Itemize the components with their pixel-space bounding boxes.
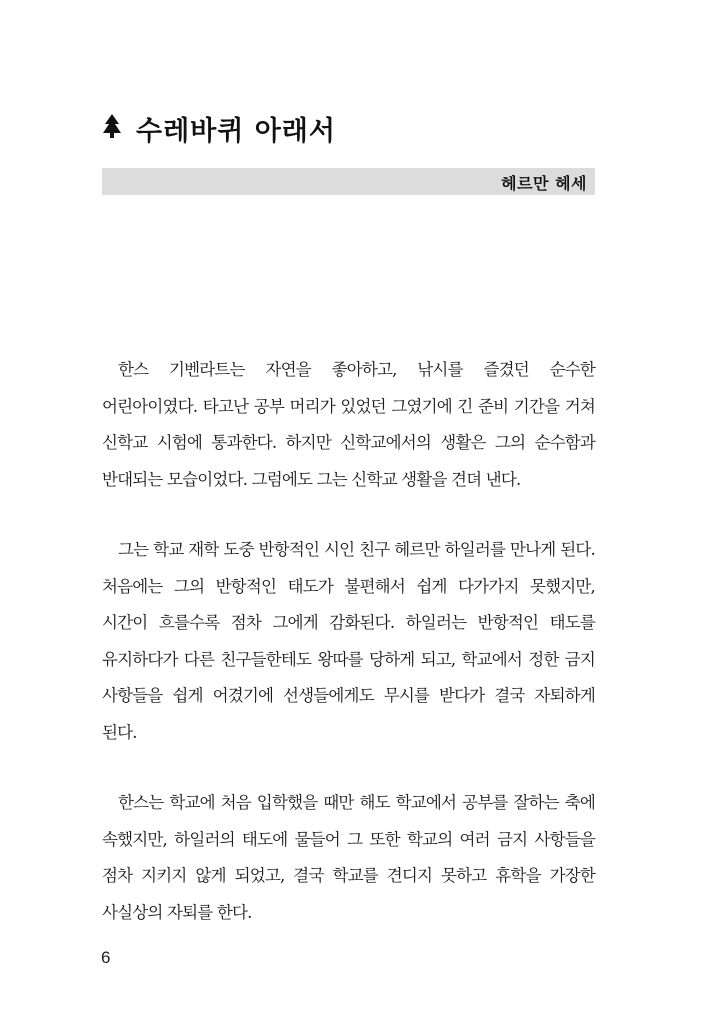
- author-name: 헤르만 헤세: [501, 174, 587, 193]
- paragraph: 한스 기벤라트는 자연을 좋아하고, 낚시를 즐겼던 순수한 어린아이였다. 타고난 공부 머리가 있었던 그였기에 긴 준비 기간을 거쳐 신학교 시험에 통과한다. 하지만 신학교에서의 생활은 그의 순수함과 반대되는 모습이었다. 그럼에도 그는 신학교 생활을 견뎌 낸다.: [102, 360, 595, 489]
- chapter-title: 수레바퀴 아래서: [136, 115, 336, 147]
- tree-icon: [102, 114, 122, 142]
- chapter-heading: [102, 108, 336, 148]
- body-text: [102, 352, 595, 965]
- author-bar: [102, 168, 595, 195]
- paragraph: 그는 학교 재학 도중 반항적인 시인 친구 헤르만 하일러를 만나게 된다. 처음에는 그의 반항적인 태도가 불편해서 쉽게 다가가지 못했지만, 시간이 흐를수록 점차 그에게 감화된다. 하일러는 반항적인 태도를 유지하다가 다른 친구들한테도 왕따를 당하게 되고, 학교에서 정한 금지 사항들을 쉽게 어겼기에 선생들에게도 무시를 받다가 결국 자퇴하게 된다.: [102, 540, 595, 742]
- paragraph: 한스는 학교에 처음 입학했을 때만 해도 학교에서 공부를 잘하는 축에 속했지만, 하일러의 태도에 물들어 그 또한 학교의 여러 금지 사항들을 점차 지키지 않게 되었고, 결국 학교를 견디지 못하고 휴학을 가장한 사실상의 자퇴를 한다.: [102, 793, 595, 922]
- page-number: 6: [101, 948, 111, 967]
